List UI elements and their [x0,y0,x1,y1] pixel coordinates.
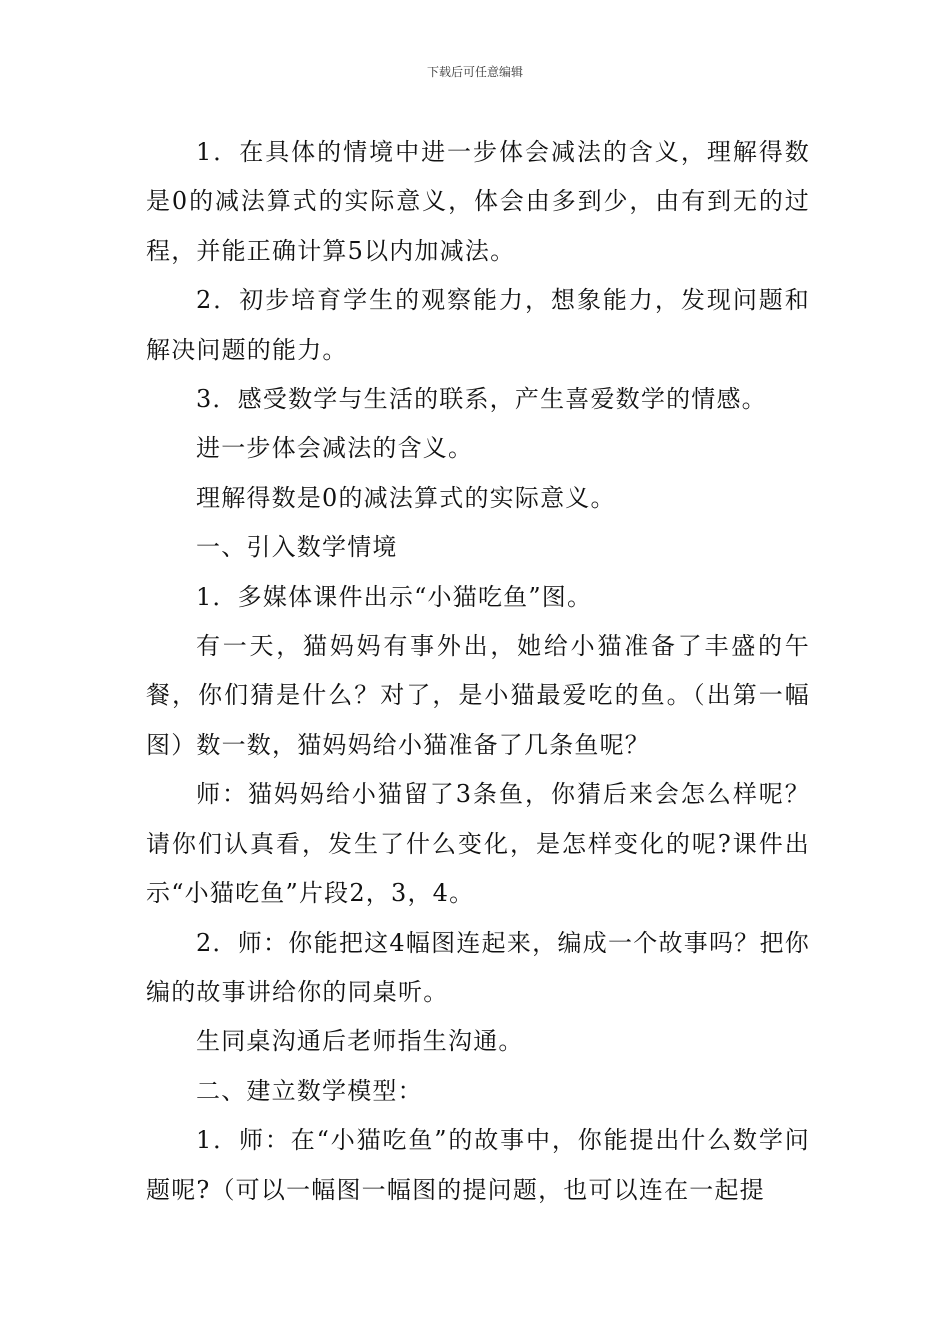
document-body [146,128,810,1215]
paragraph-goal-3: 3．感受数学与生活的联系，产生喜爱数学的情感。 [196,385,767,414]
paragraph-key-point: 进一步体会减法的含义。 [196,434,474,463]
section-heading-1: 一、引入数学情境 [196,533,398,562]
paragraph-step-1: 1．多媒体课件出示“小猫吃鱼”图。 [196,582,593,611]
paragraph-teacher-question: 师：猫妈妈给小猫留了3条鱼，你猜后来会怎么样呢？请你们认真看，发生了什么变化，是怎样变化的呢?课件出示“小猫吃鱼”片段2，3，4。 [146,780,810,908]
paragraph-goal-1: 1．在具体的情境中进一步体会减法的含义，理解得数是0的减法算式的实际意义，体会由多到少，由有到无的过程，并能正确计算5以内加减法。 [146,138,810,265]
page-header: 下载后可任意编辑 [426,65,523,79]
paragraph-model-step-1: 1．师：在“小猫吃鱼”的故事中，你能提出什么数学问题呢?（可以一幅图一幅图的提问题，也可以连在一起提 [146,1126,810,1204]
section-heading-2: 二、建立数学模型： [196,1076,423,1105]
paragraph-story: 有一天，猫妈妈有事外出，她给小猫准备了丰盛的午餐，你们猜是什么？对了，是小猫最爱吃的鱼。（出第一幅图）数一数，猫妈妈给小猫准备了几条鱼呢？ [146,632,810,759]
paragraph-student-exchange: 生同桌沟通后老师指生沟通。 [196,1027,524,1056]
paragraph-goal-2: 2．初步培育学生的观察能力，想象能力，发现问题和解决问题的能力。 [146,286,810,364]
paragraph-difficult-point: 理解得数是0的减法算式的实际意义。 [196,483,616,512]
paragraph-step-2: 2．师：你能把这4幅图连起来，编成一个故事吗？把你编的故事讲给你的同桌听。 [146,928,810,1006]
